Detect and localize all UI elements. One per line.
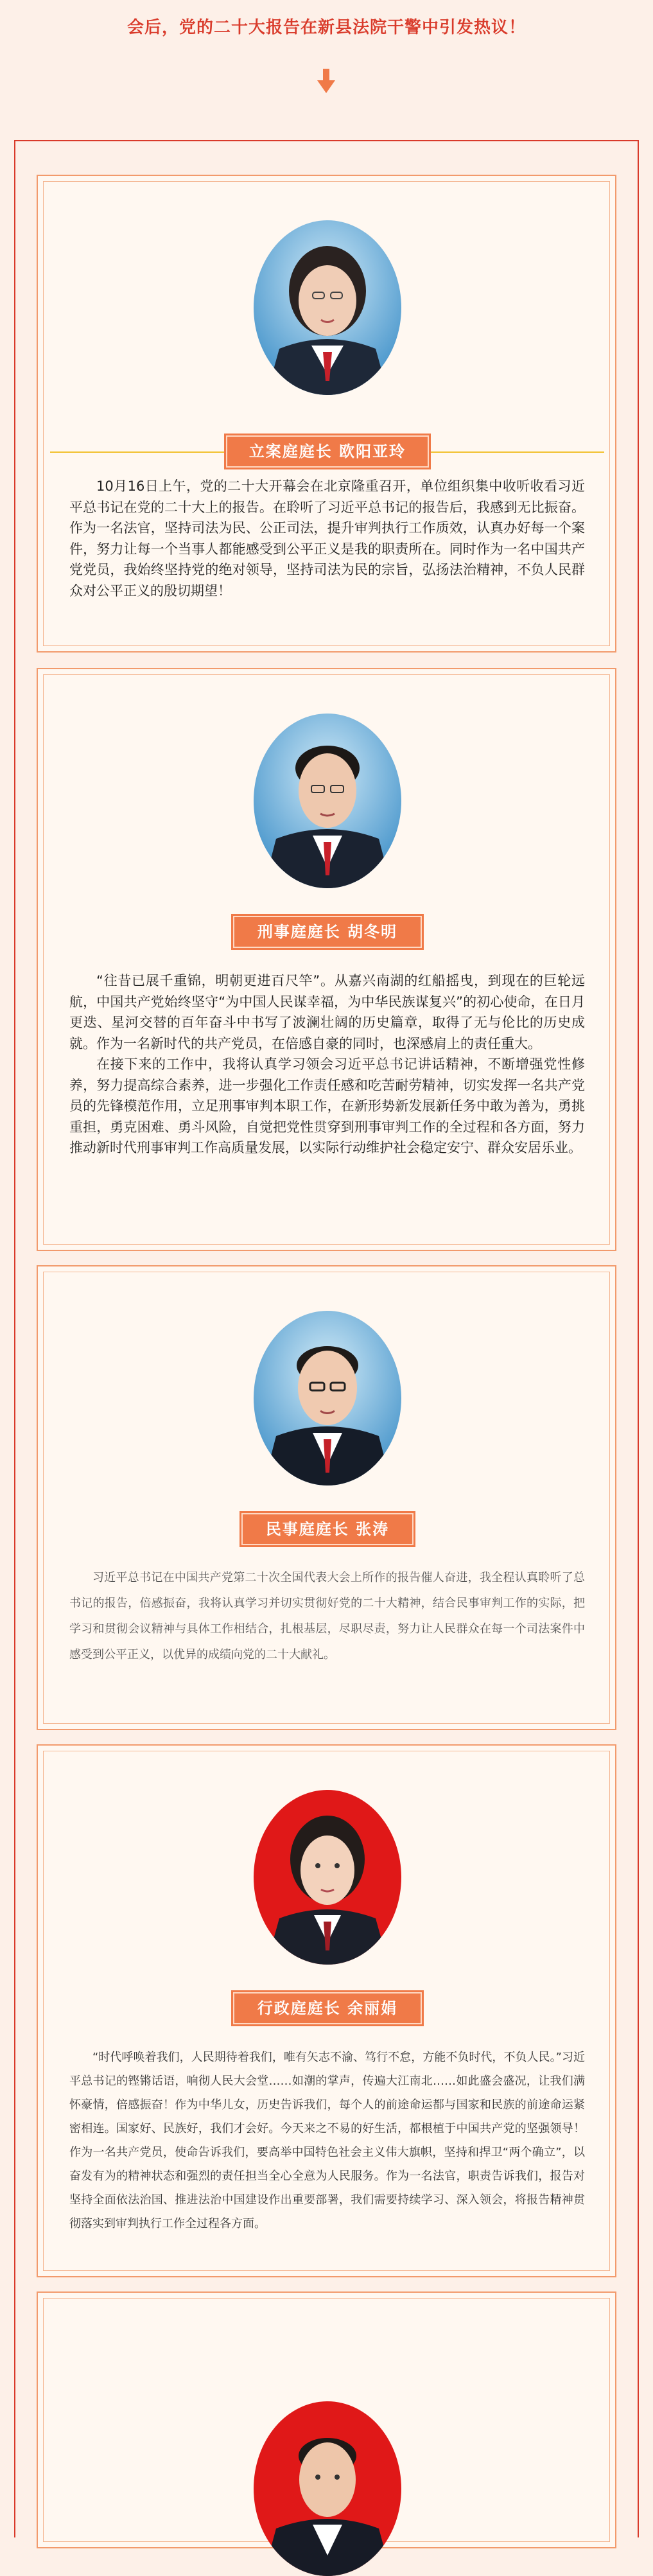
- portrait-photo: [254, 220, 401, 395]
- judge-name-badge: 民事庭庭长 张涛: [239, 1511, 415, 1547]
- statement-paragraph: “往昔已展千重锦，明朝更进百尺竿”。从嘉兴南湖的红船摇曳，到现在的巨轮远航，中国共产党始终坚守“为中国人民谋幸福，为中华民族谋复兴”的初心使命，在日月更迭、星河交替的百年奋斗中书写了波澜壮阔的历史篇章，取得了无与伦比的历史成就。作为一名新时代的共产党员，在倍感自豪的同时，也深感肩上的责任重大。: [69, 973, 585, 1051]
- judge-card-3: [37, 1265, 616, 1730]
- statement-paragraph: 10月16日上午，党的二十大开幕会在北京隆重召开，单位组织集中收听收看习近平总书记在党的二十大上的报告。在聆听了习近平总书记的报告后，我感到无比振奋。作为一名法官，坚持司法为民、公正司法，提升审判执行工作质效，认真办好每一个案件，努力让每一个当事人都能感受到公平正义是我的职责所在。同时作为一名中国共产党党员，我始终坚持党的绝对领导，坚持司法为民的宗旨，弘扬法治精神，不负人民群众对公平正义的殷切期望！: [69, 478, 585, 599]
- card-inner-frame: [43, 1751, 610, 2271]
- portrait-photo: [254, 1790, 401, 1965]
- judge-name-badge: 立案庭庭长 欧阳亚玲: [224, 434, 431, 469]
- portrait-photo: [254, 714, 401, 888]
- judge-card-5: [37, 2291, 616, 2548]
- statement-text: [69, 1565, 585, 1668]
- card-inner-frame: [43, 181, 610, 646]
- statement-paragraph: 在接下来的工作中，我将认真学习领会习近平总书记讲话精神，不断增强党性修养，努力提高综合素养，进一步强化工作责任感和吃苦耐劳精神，切实发挥一名共产党员的先锋模范作用，立足刑事审判本职工作，在新形势新发展新任务中敢为善为，勇挑重担，勇克困难、勇斗风险，自觉把党性贯穿到刑事审判工作的全过程和各方面，努力推动新时代刑事审判工作高质量发展，以实际行动维护社会稳定安宁、群众安居乐业。: [69, 1056, 585, 1155]
- statement-text: [69, 970, 585, 1159]
- portrait-photo: [254, 2401, 401, 2576]
- judge-card-4: [37, 1744, 616, 2277]
- statement-paragraph: “时代呼唤着我们，人民期待着我们，唯有矢志不渝、笃行不怠，方能不负时代，不负人民。”习近平总书记的铿锵话语，响彻人民大会堂……如潮的掌声，传遍大江南北……如此盛会盛况，让我们满怀豪情，倍感振奋！作为中华儿女，历史告诉我们，每个人的前途命运都与国家和民族的前途命运紧密相连。国家好、民族好，我们才会好。今天来之不易的好生活，都根植于中国共产党的坚强领导！作为一名共产党员，使命告诉我们，要高举中国特色社会主义伟大旗帜，坚持和捍卫“两个确立”，以奋发有为的精神状态和强烈的责任担当全心全意为人民服务。作为一名法官，职责告诉我们，报告对坚持全面依法治国、推进法治中国建设作出重要部署，我们需要持续学习、深入领会，将报告精神贯彻落实到审判执行工作全过程各方面。: [69, 2051, 585, 2230]
- judge-name-badge: 刑事庭庭长 胡冬明: [231, 914, 424, 950]
- card-inner-frame: [43, 1272, 610, 1724]
- portrait-photo: [254, 1311, 401, 1485]
- card-inner-frame: [43, 674, 610, 1245]
- headline: 会后，党的二十大报告在新县法院干警中引发热议！: [126, 18, 526, 37]
- down-arrow-icon: [316, 67, 336, 96]
- judge-card-2: [37, 668, 616, 1251]
- statement-text: [69, 476, 585, 601]
- judge-name-badge: 行政庭庭长 余丽娟: [231, 1990, 424, 2026]
- card-inner-frame: [43, 2298, 610, 2542]
- judge-card-1: [37, 175, 616, 653]
- statement-paragraph: 习近平总书记在中国共产党第二十次全国代表大会上所作的报告催人奋进，我全程认真聆听了总书记的报告，倍感振奋，我将认真学习并切实贯彻好党的二十大精神，结合民事审判工作的实际，把学习和贯彻会议精神与具体工作相结合，扎根基层，尽职尽责，努力让人民群众在每一个司法案件中感受到公平正义，以优异的成绩向党的二十大献礼。: [69, 1571, 585, 1661]
- statement-text: [69, 2046, 585, 2236]
